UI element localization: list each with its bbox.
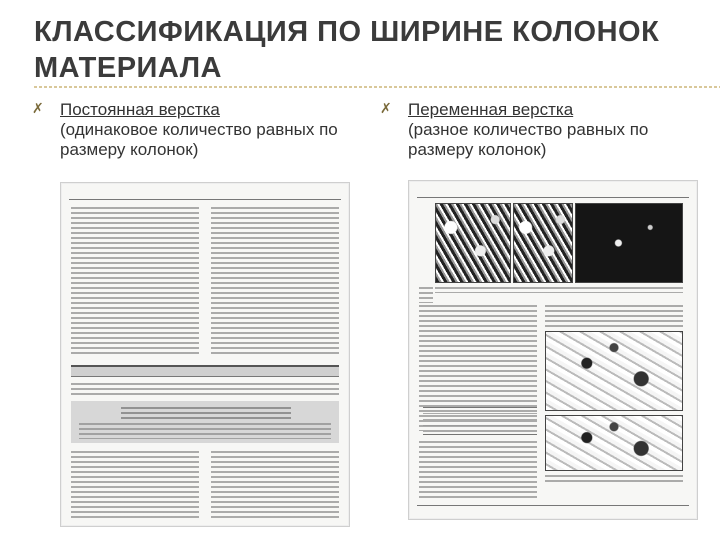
text-column bbox=[71, 451, 199, 521]
variable-layout-page-image bbox=[408, 180, 698, 520]
figure-caption bbox=[419, 287, 433, 303]
micrograph-image bbox=[545, 331, 683, 411]
figure-caption bbox=[545, 475, 683, 485]
page-running-header bbox=[417, 189, 689, 198]
text-column bbox=[419, 441, 537, 499]
left-heading: Постоянная верстка bbox=[60, 100, 220, 119]
page-running-header bbox=[69, 191, 341, 200]
section-bar bbox=[71, 365, 339, 377]
text-column bbox=[211, 451, 339, 521]
right-description: (разное количество равных по размеру колонок) bbox=[408, 120, 649, 159]
right-heading: Переменная верстка bbox=[408, 100, 574, 119]
micrograph-image bbox=[513, 203, 573, 283]
micrograph-image bbox=[575, 203, 683, 283]
left-description: (одинаковое количество равных по размеру колонок) bbox=[60, 120, 338, 159]
x-bullet-icon: ✗ bbox=[32, 101, 44, 117]
text-column bbox=[71, 207, 199, 357]
micrograph-image bbox=[545, 415, 683, 471]
article-title-text bbox=[121, 407, 291, 419]
data-table bbox=[423, 407, 537, 435]
figure-caption bbox=[435, 287, 683, 293]
slide-title: КЛАССИФИКАЦИЯ ПО ШИРИНЕ КОЛОНОК МАТЕРИАЛА bbox=[34, 16, 660, 84]
left-column bbox=[32, 100, 352, 160]
article-abstract bbox=[79, 423, 331, 439]
micrograph-image bbox=[435, 203, 511, 283]
text-line bbox=[71, 383, 339, 397]
x-bullet-icon: ✗ bbox=[380, 101, 392, 117]
text-column bbox=[545, 305, 683, 327]
right-column bbox=[380, 100, 710, 160]
fixed-layout-page-image bbox=[60, 182, 350, 527]
title-divider bbox=[34, 86, 720, 88]
text-column bbox=[211, 207, 339, 357]
page-footer bbox=[417, 505, 689, 513]
